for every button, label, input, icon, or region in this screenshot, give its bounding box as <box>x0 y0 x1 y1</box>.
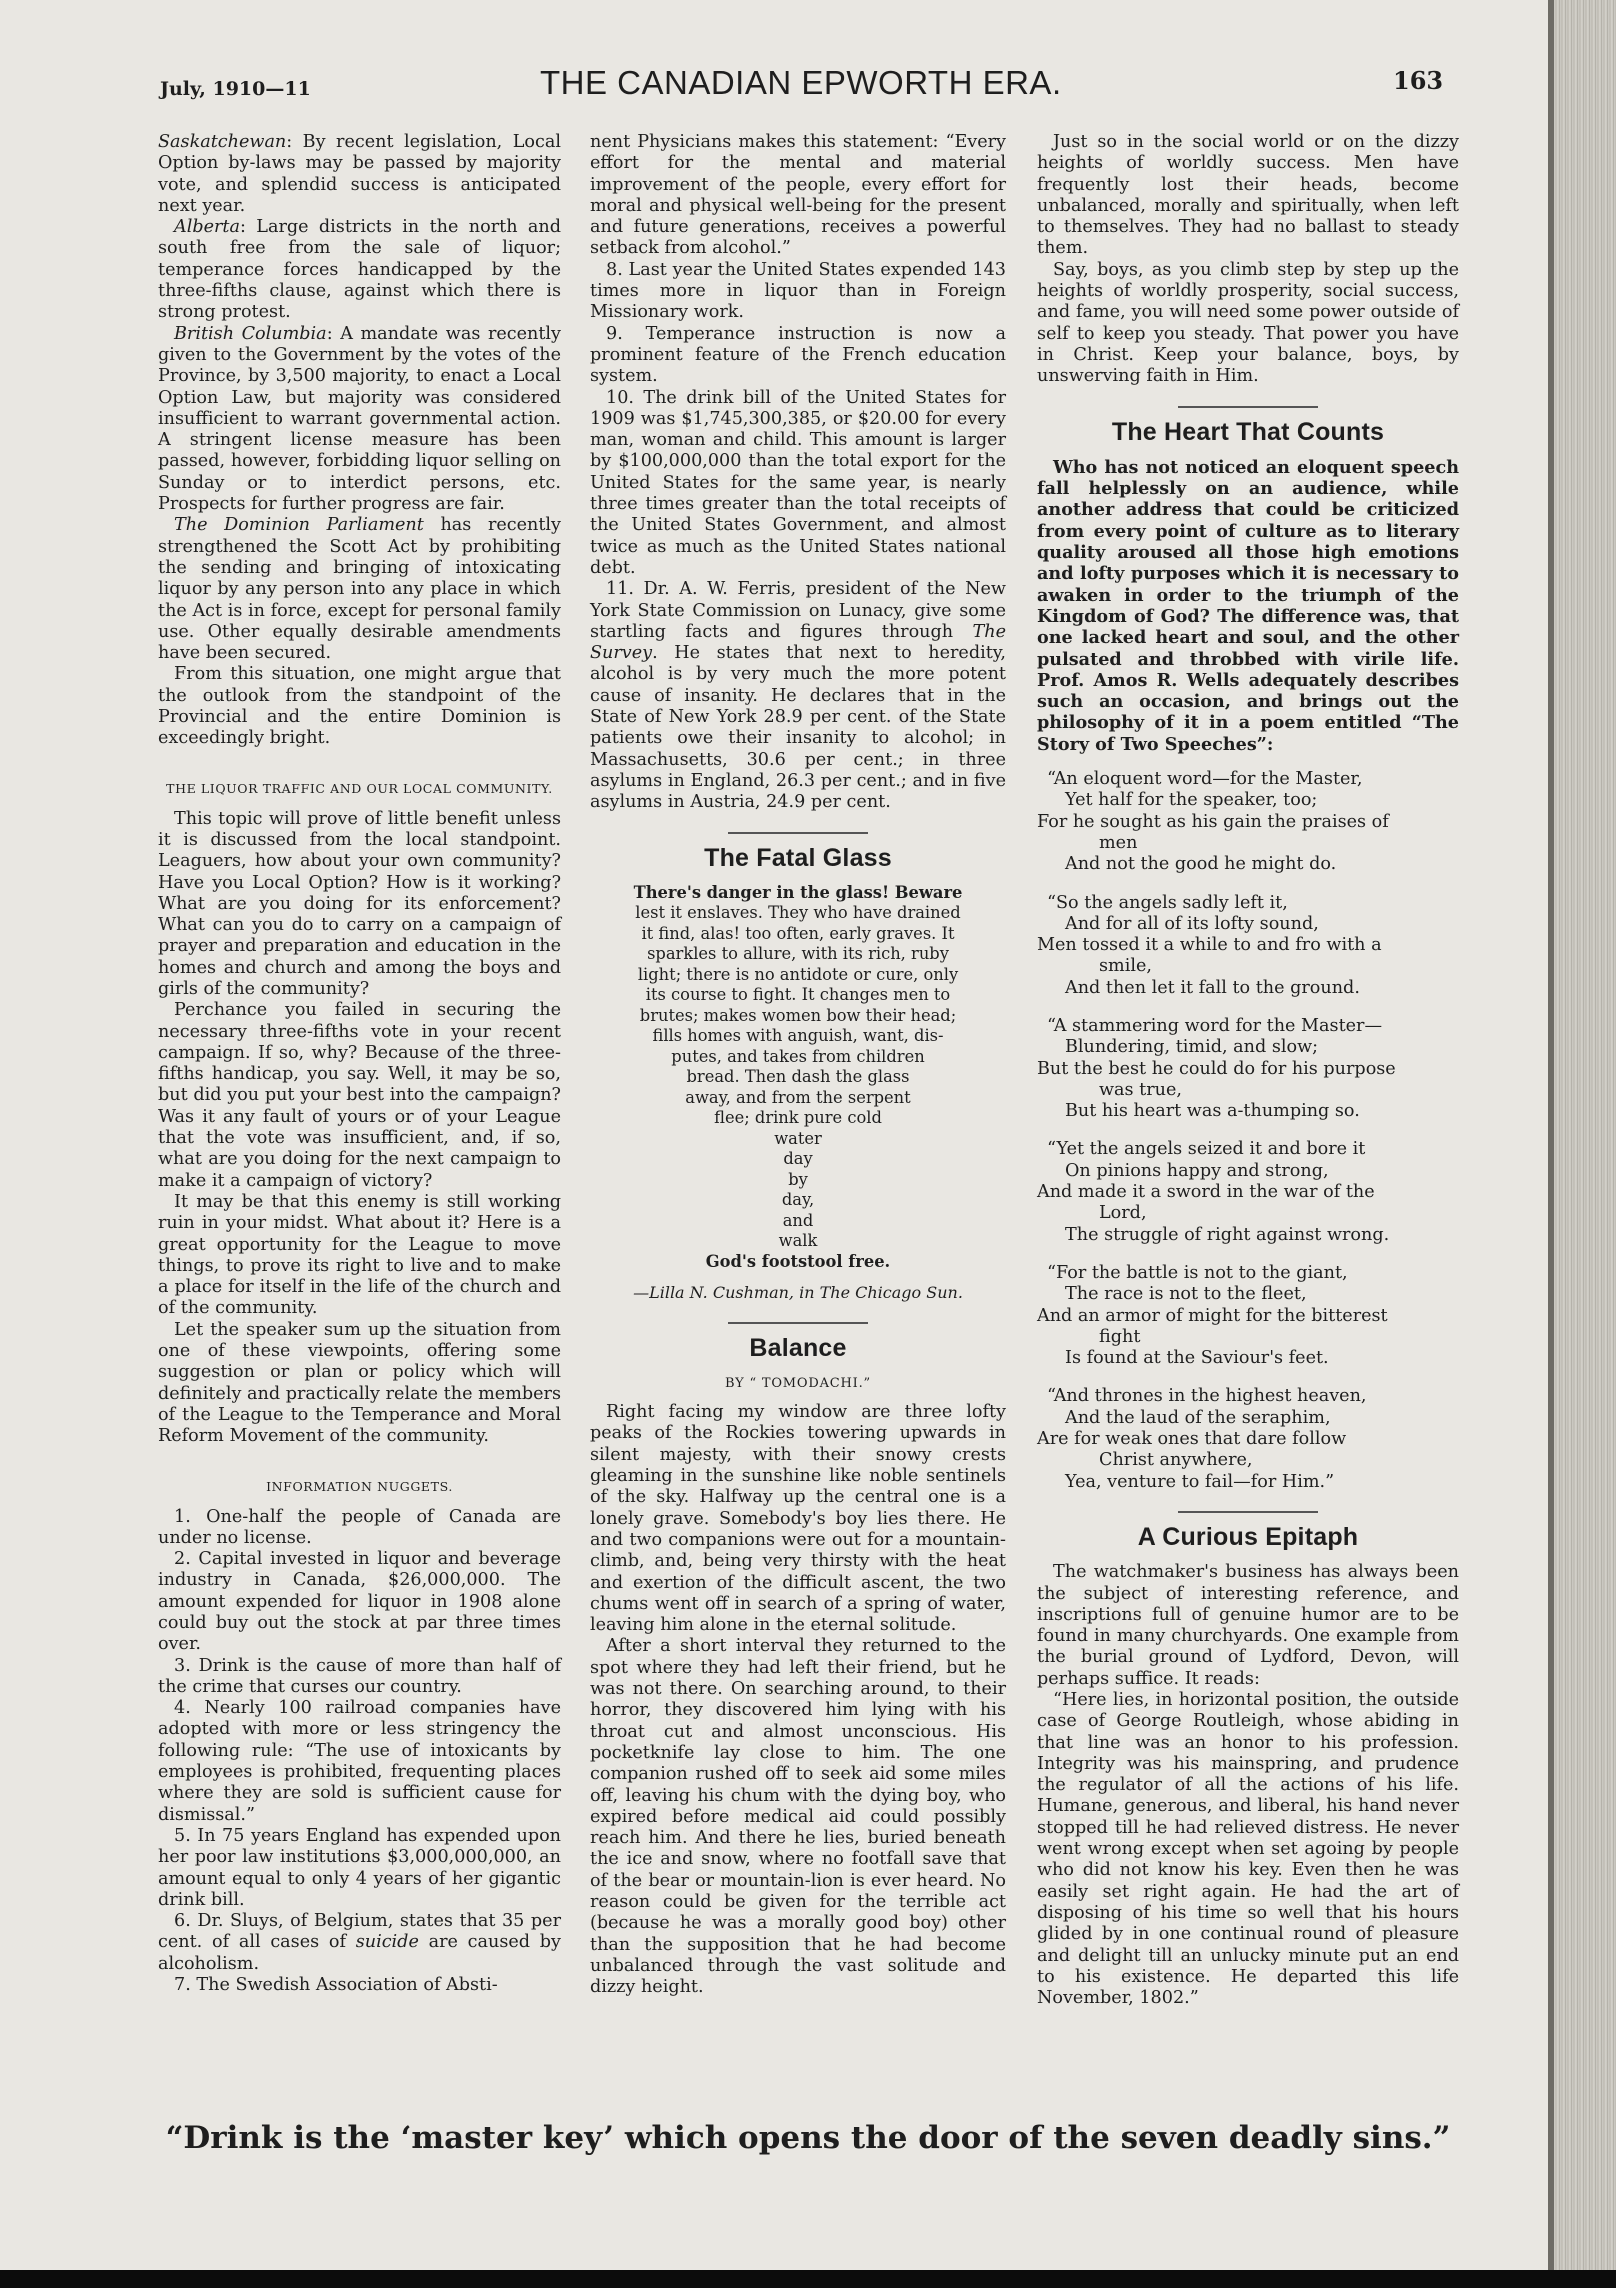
poem-line: flee; drink pure cold <box>714 1108 882 1128</box>
poem-line: lest it enslaves. They who have drained <box>635 903 961 923</box>
page-number: 163 <box>1393 66 1444 95</box>
scan-border <box>0 2270 1616 2288</box>
divider <box>1178 406 1318 408</box>
paragraph-british-columbia: British Columbia: A mandate was recently given to the Government by the votes of the Province, by 3,500 majority, to enact a Local Option Law, but majority was considered insufficient to warrant governmental action. A stringent license measure has been passed, however, forbidding liquor selling on Sunday or to interdict persons, etc. Prospects for further progress are fair. <box>158 323 561 515</box>
column-1 <box>158 132 561 1996</box>
poem-line: day, <box>781 1190 815 1210</box>
subheading-liquor-traffic: THE LIQUOR TRAFFIC AND OUR LOCAL COMMUNITY. <box>166 780 553 796</box>
nugget-4: 4. Nearly 100 railroad companies have adopted with more or less stringency the following rule: “The use of intoxicants by employees is prohibited, frequenting places where they are sold is sufficient cause for dismissal.” <box>158 1698 561 1825</box>
footer-quote: “Drink is the ‘master key’ which opens the door of the seven deadly sins.” <box>165 2120 1451 2156</box>
nugget-8: 8. Last year the United States expended 143 times more in liquor than in Foreign Missionary work. <box>590 259 1006 323</box>
nugget-6: 6. Dr. Sluys, of Belgium, states that 35 per cent. of all cases of suicide are caused by alcoholism. <box>158 1911 561 1974</box>
poem-line: There's danger in the glass! Beware <box>633 882 963 902</box>
paragraph-perchance: Perchance you failed in securing the necessary three-fifths vote in your recent campaign. If so, why? Because of the three-fifths handicap, you say. Well, it may be so, but did you put your best into the campaign? Was it any fault of yours or of your League that the vote was insufficient, and, if so, what are you doing for the next campaign to make it a campaign of victory? <box>158 1000 561 1191</box>
paragraph-topic: This topic will prove of little benefit unless it is discussed from the local standpoint. Leaguers, how about your own community? Have you Local Option? How is it working? What are you doing for its enforcement? What can you do to carry on a campaign of prayer and preparation and education in the homes and church and among the boys and girls of the community? <box>158 808 561 999</box>
divider <box>728 832 868 834</box>
paragraph-epitaph-2: “Here lies, in horizontal position, the outside case of George Routleigh, whose abiding in that line was an honor to his profession. Integrity was his mainspring, and prudence the regulator of all the actions of his life. Humane, generous, and liberal, his hand never stopped till he had relieved distress. He never went wrong except when set agoing by people who did not know his key. Even then he was easily set right again. He had the art of disposing of his time so well that his hours glided by in one continual round of pleasure and delight till an unlucky minute put an end to his existence. He departed this life November, 1802.” <box>1037 1690 1459 2009</box>
paragraph-speaker: Let the speaker sum up the situation from one of these viewpoints, offering some suggestion or plan or policy which will definitely and practically relate the members of the League to the Temperance and Moral Reform Movement of the community. <box>158 1319 561 1447</box>
masthead-title: THE CANADIAN EPWORTH ERA. <box>540 64 1062 101</box>
verse-5: “For the battle is not to the giant, The race is not to the fleet, And an armor of might for the bitterest fight Is found at the Saviour's feet. <box>1037 1262 1388 1369</box>
poem-line: away, and from the serpent <box>685 1087 911 1107</box>
poem-line: and <box>782 1210 814 1230</box>
book-page-edges <box>1548 0 1616 2288</box>
paragraph-balance-1: Right facing my window are three lofty peaks of the Rockies towering upwards in silent majesty, with their snowy crests gleaming in the sunshine like noble sentinels of the sky. Halfway up the central one is a lonely grave. Somebody's boy lies there. He and two companions were out for a mountain-climb, and, being very thirsty with the heat and exertion of the difficult ascent, the two chums went off in search of a spring of water, leaving him alone in the eternal solitude. <box>590 1402 1006 1636</box>
nugget-5: 5. In 75 years England has expended upon her poor law institutions $3,000,000,000, an amount equal to only 4 years of her gigantic drink bill. <box>158 1825 561 1910</box>
paragraph-epitaph-1: The watchmaker's business has always been the subject of interesting reference, and inscriptions full of genuine humor are to be found in many churchyards. One example from the burial ground of Lydford, Devon, will perhaps suffice. It reads: <box>1037 1562 1459 1689</box>
paragraph-heart: Who has not noticed an eloquent speech fall helplessly on an audience, while another address that could be criticized from every point of culture as to literary quality aroused all those high emotions and lofty purposes which it is necessary to awaken in order to the triumph of the Kingdom of God? The difference was, that one lacked heart and soul, and the other pulsated and throbbed with virile life. Prof. Amos R. Wells adequately describes such an occasion, and brings out the philosophy of it in a poem entitled “The Story of Two Speeches”: <box>1037 456 1459 755</box>
column-2 <box>590 132 1006 1999</box>
issue-date: July, 1910—11 <box>160 78 311 100</box>
poem-fatal-glass <box>590 883 1006 1273</box>
poem-line: walk <box>778 1231 818 1251</box>
paragraph-balance-2: After a short interval they returned to the spot where they had left their friend, but he was not there. On searching around, to their horror, they discovered him lying with his throat cut and almost unconscious. His pocketknife lay close to him. The one companion rushed off to seek aid some miles off, leaving his chum with the dying boy, who expired before medical aid could possibly reach him. And there he lies, buried beneath the ice and snow, where no footfall save that of the bear or mountain-lion is ever heard. No reason could be given for the terrible act (because he was a morally good boy) other than the supposition that he had become unbalanced through the vast solitude and dizzy height. <box>590 1636 1006 1998</box>
poem-line: bread. Then dash the glass <box>686 1067 910 1087</box>
divider <box>1178 1511 1318 1513</box>
nugget-11: 11. Dr. A. W. Ferris, president of the New York State Commission on Lunacy, give some startling facts and figures through The Survey. He states that next to heredity, alcohol is by very much the more potent cause of insanity. He declares that in the State of New York 28.9 per cent. of the State patients owe their insanity to alcohol; in Massachusetts, 30.6 per cent.; in three asylums in England, 26.3 per cent.; and in five asylums in Austria, 24.9 per cent. <box>590 579 1006 813</box>
subheading-information-nuggets: INFORMATION NUGGETS. <box>266 1478 453 1494</box>
poem-line: by <box>788 1169 808 1189</box>
paragraph-say-boys: Say, boys, as you climb step by step up the heights of worldly prosperity, social success, and fame, you will need some power outside of self to keep you steady. That power you have in Christ. Keep your balance, boys, by unswerving faith in Him. <box>1037 259 1459 387</box>
poem-line: it find, alas! too often, early graves. It <box>641 923 955 943</box>
poem-line: its course to fight. It changes men to <box>645 985 951 1005</box>
nugget-3: 3. Drink is the cause of more than half of the crime that curses our country. <box>158 1655 561 1697</box>
poem-credit: —Lilla N. Cushman, in The Chicago Sun. <box>633 1283 963 1303</box>
heading-heart-that-counts: The Heart That Counts <box>1111 417 1385 446</box>
verse-4: “Yet the angels seized it and bore it On pinions happy and strong, And made it a sword in the war of the Lord, The struggle of right against wrong. <box>1037 1139 1390 1245</box>
paragraph-continued: nent Physicians makes this statement: “Every effort for the mental and material improvement of the people, every effort for moral and physical well-being for the present and future generations, receives a powerful setback from alcohol.” <box>590 132 1006 259</box>
nugget-9: 9. Temperance instruction is now a prominent feature of the French education system. <box>590 323 1006 387</box>
heading-fatal-glass: The Fatal Glass <box>704 843 892 872</box>
paragraph-situation: From this situation, one might argue that the outlook from the standpoint of the Provincial and the entire Dominion is exceedingly bright. <box>158 664 561 749</box>
poem-line: water <box>774 1128 822 1148</box>
paragraph-alberta: Alberta: Large districts in the north and south free from the sale of liquor; temperance forces handicapped by the three-fifths clause, against which there is strong protest. <box>158 217 561 323</box>
heading-curious-epitaph: A Curious Epitaph <box>1137 1522 1359 1551</box>
paragraph-dominion: The Dominion Parliament has recently strengthened the Scott Act by prohibiting the sending and bringing of intoxicating liquor by any person into any place in which the Act is in force, except for personal family use. Other equally desirable amendments have been secured. <box>158 515 561 664</box>
poem-line: light; there is no antidote or cure, only <box>637 964 959 984</box>
nugget-2: 2. Capital invested in liquor and beverage industry in Canada, $26,000,000. The amount expended for liquor in 1908 alone could buy out the stock at par three times over. <box>158 1549 561 1655</box>
paragraph-social-world: Just so in the social world or on the dizzy heights of worldly success. Men have frequently lost their heads, become unbalanced, morally and spiritually, when left to themselves. They had no ballast to steady them. <box>1037 132 1459 259</box>
poem-line: brutes; makes women bow their head; <box>639 1005 957 1025</box>
nugget-7: 7. The Swedish Association of Absti- <box>174 1975 498 1996</box>
heading-balance: Balance <box>749 1333 847 1362</box>
byline: BY “ TOMODACHI.” <box>725 1375 871 1391</box>
nugget-10: 10. The drink bill of the United States for 1909 was $1,745,300,385, or $20.00 for every man, woman and child. This amount is larger by $100,000,000 than the total export for the United States for the same year, is nearly three times greater than the total receipts of the United States Government, and almost twice as much as the United States national debt. <box>590 387 1006 578</box>
paragraph-saskatchewan: Saskatchewan: By recent legislation, Local Option by-laws may be passed by majority vote, and splendid success is anticipated next year. <box>158 132 561 216</box>
poem-line: putes, and takes from children <box>671 1046 925 1066</box>
verse-1: “An eloquent word—for the Master, Yet half for the speaker, too; For he sought as his gain the praises of men And not the good he might do. <box>1037 769 1389 875</box>
paragraph-enemy: It may be that this enemy is still working ruin in your midst. What about it? Here is a great opportunity for the League to move things, to prove its right to live and to make a place for itself in the life of the church and of the community. <box>158 1191 561 1319</box>
poem-line: fills homes with anguish, want, dis- <box>652 1026 944 1046</box>
verse-6: “And thrones in the highest heaven, And the laud of the seraphim, Are for weak ones that dare follow Christ anywhere, Yea, venture to fail—for Him.” <box>1037 1386 1367 1492</box>
poem-line: sparkles to allure, with its rich, ruby <box>647 944 949 964</box>
poem-line: God's footstool free. <box>705 1251 891 1271</box>
verse-2: “So the angels sadly left it, And for all of its lofty sound, Men tossed it a while to and fro with a smile, And then let it fall to the ground. <box>1037 892 1382 998</box>
poem-line: day <box>783 1149 813 1169</box>
nugget-1: 1. One-half the people of Canada are under no license. <box>158 1506 561 1548</box>
column-3 <box>1037 132 1459 2009</box>
verse-3: “A stammering word for the Master— Blundering, timid, and slow; But the best he could do for his purpose was true, But his heart was a-thumping so. <box>1037 1015 1396 1122</box>
divider <box>728 1322 868 1324</box>
